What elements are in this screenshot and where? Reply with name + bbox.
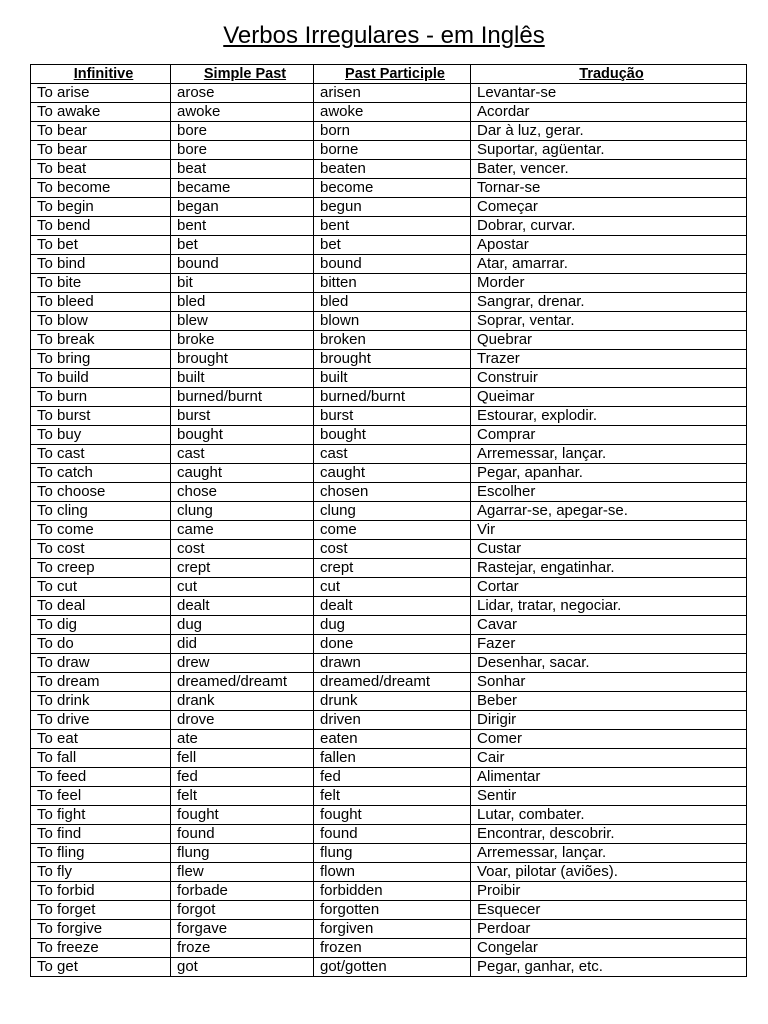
cell-past-participle: born (314, 122, 471, 141)
cell-traducao: Trazer (471, 350, 747, 369)
cell-past-participle: forbidden (314, 882, 471, 901)
cell-infinitive: To arise (31, 84, 171, 103)
cell-past-participle: come (314, 521, 471, 540)
table-row (31, 597, 747, 616)
cell-traducao: Queimar (471, 388, 747, 407)
cell-simple-past: began (171, 198, 314, 217)
cell-traducao: Desenhar, sacar. (471, 654, 747, 673)
cell-past-participle: fought (314, 806, 471, 825)
cell-infinitive: To bleed (31, 293, 171, 312)
table-row (31, 483, 747, 502)
cell-past-participle: got/gotten (314, 958, 471, 977)
table-row (31, 217, 747, 236)
cell-traducao: Sentir (471, 787, 747, 806)
cell-simple-past: came (171, 521, 314, 540)
cell-infinitive: To dig (31, 616, 171, 635)
cell-infinitive: To begin (31, 198, 171, 217)
cell-traducao: Morder (471, 274, 747, 293)
cell-simple-past: bent (171, 217, 314, 236)
cell-traducao: Acordar (471, 103, 747, 122)
cell-infinitive: To do (31, 635, 171, 654)
cell-simple-past: burned/burnt (171, 388, 314, 407)
cell-past-participle: crept (314, 559, 471, 578)
cell-past-participle: bought (314, 426, 471, 445)
cell-past-participle: arisen (314, 84, 471, 103)
cell-infinitive: To creep (31, 559, 171, 578)
cell-past-participle: forgiven (314, 920, 471, 939)
cell-past-participle: bet (314, 236, 471, 255)
cell-traducao: Pegar, ganhar, etc. (471, 958, 747, 977)
table-row (31, 236, 747, 255)
cell-past-participle: begun (314, 198, 471, 217)
table-row (31, 578, 747, 597)
table-row (31, 730, 747, 749)
cell-simple-past: became (171, 179, 314, 198)
cell-past-participle: cost (314, 540, 471, 559)
cell-past-participle: borne (314, 141, 471, 160)
cell-simple-past: blew (171, 312, 314, 331)
cell-infinitive: To feed (31, 768, 171, 787)
cell-past-participle: beaten (314, 160, 471, 179)
table-row (31, 806, 747, 825)
cell-infinitive: To bet (31, 236, 171, 255)
cell-infinitive: To come (31, 521, 171, 540)
table-row (31, 882, 747, 901)
cell-traducao: Começar (471, 198, 747, 217)
table-row (31, 312, 747, 331)
cell-simple-past: bit (171, 274, 314, 293)
cell-past-participle: found (314, 825, 471, 844)
table-row (31, 502, 747, 521)
cell-simple-past: chose (171, 483, 314, 502)
column-header-infinitive: Infinitive (31, 65, 171, 84)
column-header-traducao: Tradução (471, 65, 747, 84)
cell-traducao: Cortar (471, 578, 747, 597)
cell-infinitive: To cut (31, 578, 171, 597)
cell-traducao: Dirigir (471, 711, 747, 730)
cell-infinitive: To fling (31, 844, 171, 863)
cell-past-participle: blown (314, 312, 471, 331)
cell-simple-past: got (171, 958, 314, 977)
cell-simple-past: bet (171, 236, 314, 255)
cell-infinitive: To bite (31, 274, 171, 293)
cell-past-participle: flown (314, 863, 471, 882)
cell-simple-past: cost (171, 540, 314, 559)
cell-infinitive: To dream (31, 673, 171, 692)
cell-past-participle: felt (314, 787, 471, 806)
cell-simple-past: forgave (171, 920, 314, 939)
cell-past-participle: forgotten (314, 901, 471, 920)
table-row (31, 331, 747, 350)
cell-traducao: Comer (471, 730, 747, 749)
table-row (31, 84, 747, 103)
table-row (31, 939, 747, 958)
cell-infinitive: To freeze (31, 939, 171, 958)
cell-infinitive: To drink (31, 692, 171, 711)
cell-past-participle: fallen (314, 749, 471, 768)
cell-simple-past: beat (171, 160, 314, 179)
table-row (31, 673, 747, 692)
cell-traducao: Arremessar, lançar. (471, 445, 747, 464)
cell-simple-past: flew (171, 863, 314, 882)
cell-simple-past: fed (171, 768, 314, 787)
table-header-row (31, 65, 747, 84)
cell-infinitive: To fly (31, 863, 171, 882)
cell-past-participle: clung (314, 502, 471, 521)
table-row (31, 901, 747, 920)
cell-past-participle: bent (314, 217, 471, 236)
table-row (31, 692, 747, 711)
table-row (31, 445, 747, 464)
table-row (31, 768, 747, 787)
table-row (31, 141, 747, 160)
table-row (31, 635, 747, 654)
cell-infinitive: To blow (31, 312, 171, 331)
cell-traducao: Congelar (471, 939, 747, 958)
table-row (31, 407, 747, 426)
cell-traducao: Custar (471, 540, 747, 559)
verbs-table (30, 64, 747, 977)
cell-simple-past: crept (171, 559, 314, 578)
cell-past-participle: driven (314, 711, 471, 730)
table-row (31, 825, 747, 844)
table-row (31, 844, 747, 863)
cell-infinitive: To draw (31, 654, 171, 673)
cell-traducao: Apostar (471, 236, 747, 255)
cell-traducao: Encontrar, descobrir. (471, 825, 747, 844)
cell-traducao: Proibir (471, 882, 747, 901)
table-row (31, 350, 747, 369)
table-row (31, 179, 747, 198)
cell-past-participle: become (314, 179, 471, 198)
cell-simple-past: drank (171, 692, 314, 711)
cell-past-participle: bitten (314, 274, 471, 293)
cell-past-participle: eaten (314, 730, 471, 749)
cell-past-participle: burst (314, 407, 471, 426)
cell-simple-past: ate (171, 730, 314, 749)
cell-infinitive: To bear (31, 141, 171, 160)
table-row (31, 863, 747, 882)
table-row (31, 274, 747, 293)
table-row (31, 540, 747, 559)
cell-past-participle: flung (314, 844, 471, 863)
cell-simple-past: fell (171, 749, 314, 768)
cell-traducao: Cavar (471, 616, 747, 635)
cell-past-participle: caught (314, 464, 471, 483)
column-header-simple-past: Simple Past (171, 65, 314, 84)
cell-past-participle: frozen (314, 939, 471, 958)
cell-simple-past: awoke (171, 103, 314, 122)
cell-infinitive: To feel (31, 787, 171, 806)
cell-traducao: Esquecer (471, 901, 747, 920)
table-body (31, 84, 747, 977)
cell-traducao: Atar, amarrar. (471, 255, 747, 274)
cell-simple-past: dug (171, 616, 314, 635)
table-row (31, 787, 747, 806)
cell-infinitive: To buy (31, 426, 171, 445)
table-row (31, 103, 747, 122)
cell-past-participle: bled (314, 293, 471, 312)
cell-past-participle: burned/burnt (314, 388, 471, 407)
cell-past-participle: awoke (314, 103, 471, 122)
cell-simple-past: clung (171, 502, 314, 521)
table-row (31, 521, 747, 540)
cell-traducao: Suportar, agüentar. (471, 141, 747, 160)
cell-infinitive: To cling (31, 502, 171, 521)
cell-traducao: Lutar, combater. (471, 806, 747, 825)
cell-simple-past: bore (171, 141, 314, 160)
cell-traducao: Tornar-se (471, 179, 747, 198)
cell-simple-past: felt (171, 787, 314, 806)
cell-infinitive: To bear (31, 122, 171, 141)
column-header-past-participle: Past Participle (314, 65, 471, 84)
cell-past-participle: drawn (314, 654, 471, 673)
cell-infinitive: To deal (31, 597, 171, 616)
cell-traducao: Dar à luz, gerar. (471, 122, 747, 141)
cell-simple-past: bled (171, 293, 314, 312)
cell-past-participle: chosen (314, 483, 471, 502)
cell-infinitive: To fight (31, 806, 171, 825)
cell-traducao: Levantar-se (471, 84, 747, 103)
cell-traducao: Vir (471, 521, 747, 540)
cell-infinitive: To burst (31, 407, 171, 426)
cell-simple-past: bore (171, 122, 314, 141)
cell-infinitive: To become (31, 179, 171, 198)
cell-simple-past: flung (171, 844, 314, 863)
cell-infinitive: To get (31, 958, 171, 977)
table-row (31, 122, 747, 141)
table-row (31, 958, 747, 977)
cell-traducao: Sonhar (471, 673, 747, 692)
table-row (31, 293, 747, 312)
cell-infinitive: To bring (31, 350, 171, 369)
cell-infinitive: To fall (31, 749, 171, 768)
cell-traducao: Bater, vencer. (471, 160, 747, 179)
cell-simple-past: froze (171, 939, 314, 958)
cell-simple-past: built (171, 369, 314, 388)
cell-infinitive: To forget (31, 901, 171, 920)
cell-traducao: Rastejar, engatinhar. (471, 559, 747, 578)
cell-past-participle: cut (314, 578, 471, 597)
cell-simple-past: dreamed/dreamt (171, 673, 314, 692)
cell-traducao: Lidar, tratar, negociar. (471, 597, 747, 616)
cell-infinitive: To catch (31, 464, 171, 483)
cell-infinitive: To choose (31, 483, 171, 502)
cell-past-participle: done (314, 635, 471, 654)
table-row (31, 426, 747, 445)
cell-traducao: Beber (471, 692, 747, 711)
cell-past-participle: brought (314, 350, 471, 369)
cell-traducao: Agarrar-se, apegar-se. (471, 502, 747, 521)
cell-simple-past: caught (171, 464, 314, 483)
cell-traducao: Comprar (471, 426, 747, 445)
table-row (31, 464, 747, 483)
table-row (31, 920, 747, 939)
cell-past-participle: cast (314, 445, 471, 464)
cell-simple-past: burst (171, 407, 314, 426)
cell-past-participle: dealt (314, 597, 471, 616)
cell-traducao: Pegar, apanhar. (471, 464, 747, 483)
cell-simple-past: did (171, 635, 314, 654)
cell-infinitive: To drive (31, 711, 171, 730)
cell-infinitive: To forgive (31, 920, 171, 939)
cell-traducao: Cair (471, 749, 747, 768)
table-row (31, 711, 747, 730)
cell-simple-past: forgot (171, 901, 314, 920)
cell-traducao: Quebrar (471, 331, 747, 350)
cell-traducao: Perdoar (471, 920, 747, 939)
cell-infinitive: To forbid (31, 882, 171, 901)
cell-simple-past: cast (171, 445, 314, 464)
cell-past-participle: drunk (314, 692, 471, 711)
cell-simple-past: drove (171, 711, 314, 730)
table-row (31, 749, 747, 768)
table-row (31, 198, 747, 217)
cell-infinitive: To beat (31, 160, 171, 179)
cell-simple-past: bound (171, 255, 314, 274)
cell-traducao: Estourar, explodir. (471, 407, 747, 426)
cell-infinitive: To bend (31, 217, 171, 236)
cell-simple-past: drew (171, 654, 314, 673)
cell-infinitive: To bind (31, 255, 171, 274)
cell-past-participle: dreamed/dreamt (314, 673, 471, 692)
table-row (31, 160, 747, 179)
cell-infinitive: To build (31, 369, 171, 388)
cell-simple-past: bought (171, 426, 314, 445)
cell-past-participle: built (314, 369, 471, 388)
cell-past-participle: bound (314, 255, 471, 274)
table-row (31, 654, 747, 673)
table-row (31, 559, 747, 578)
table-row (31, 255, 747, 274)
cell-infinitive: To burn (31, 388, 171, 407)
cell-simple-past: fought (171, 806, 314, 825)
cell-traducao: Voar, pilotar (aviões). (471, 863, 747, 882)
cell-traducao: Arremessar, lançar. (471, 844, 747, 863)
cell-infinitive: To eat (31, 730, 171, 749)
page-title: Verbos Irregulares - em Inglês (223, 22, 545, 49)
cell-traducao: Soprar, ventar. (471, 312, 747, 331)
cell-traducao: Escolher (471, 483, 747, 502)
cell-infinitive: To cast (31, 445, 171, 464)
cell-infinitive: To break (31, 331, 171, 350)
table-row (31, 388, 747, 407)
cell-traducao: Fazer (471, 635, 747, 654)
cell-simple-past: cut (171, 578, 314, 597)
cell-simple-past: found (171, 825, 314, 844)
cell-infinitive: To cost (31, 540, 171, 559)
table-row (31, 369, 747, 388)
cell-simple-past: forbade (171, 882, 314, 901)
cell-past-participle: fed (314, 768, 471, 787)
cell-traducao: Alimentar (471, 768, 747, 787)
table-row (31, 616, 747, 635)
cell-simple-past: broke (171, 331, 314, 350)
cell-infinitive: To awake (31, 103, 171, 122)
cell-past-participle: broken (314, 331, 471, 350)
cell-past-participle: dug (314, 616, 471, 635)
cell-traducao: Sangrar, drenar. (471, 293, 747, 312)
cell-simple-past: arose (171, 84, 314, 103)
cell-traducao: Dobrar, curvar. (471, 217, 747, 236)
cell-traducao: Construir (471, 369, 747, 388)
cell-simple-past: brought (171, 350, 314, 369)
cell-infinitive: To find (31, 825, 171, 844)
cell-simple-past: dealt (171, 597, 314, 616)
